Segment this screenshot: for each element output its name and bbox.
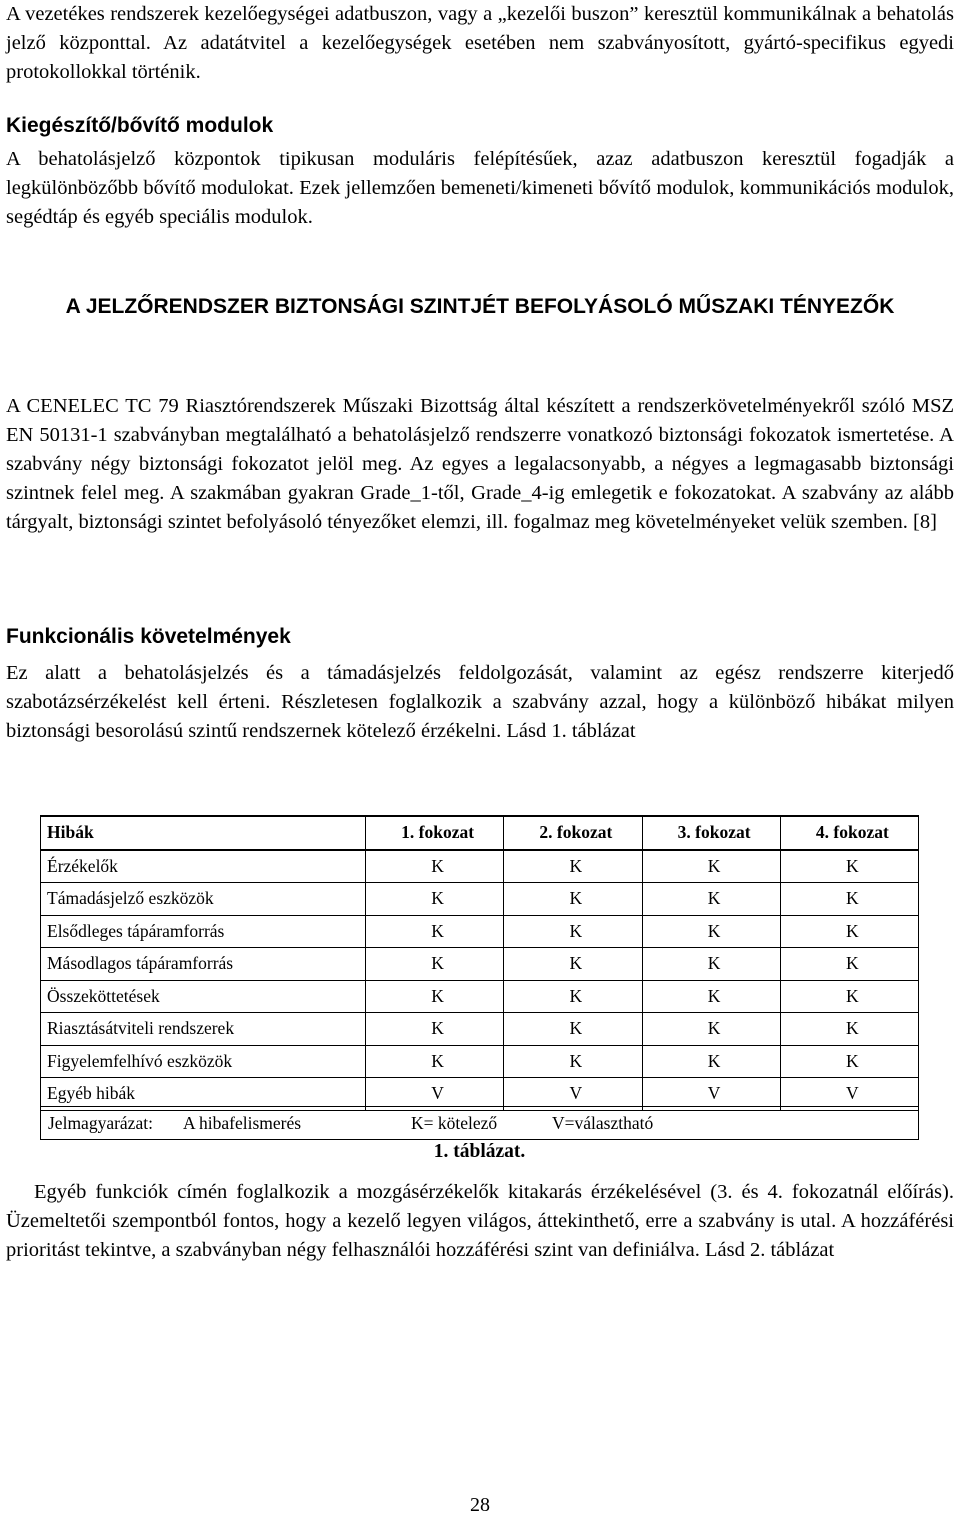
table-cell: K [642, 948, 780, 981]
table-row [41, 1013, 919, 1046]
table-cell: K [504, 850, 642, 883]
modules-heading: Kiegészítő/bővítő modulok [6, 114, 274, 137]
faults-table [40, 815, 919, 1111]
table-cell: K [780, 883, 918, 916]
table-cell: V [642, 1078, 780, 1111]
table-cell: K [504, 915, 642, 948]
closing-paragraph: Egyéb funkciók címén foglalkozik a mozgásérzékelők kitakarás érzékelésével (3. és 4. fokozatnál előírás). Üzemeltetői szempontból fontos, hogy a kezelő legyen világos, áttekinthető, erre a szabvány is utal. A hozzáférési prioritást tekintve, a szabványban négy felhasználói hozzáférési szint van definiálva. Lásd 2. táblázat [6, 1181, 954, 1261]
table-cell: K [504, 1013, 642, 1046]
table-cell: K [780, 1045, 918, 1078]
table-cell: K [504, 1045, 642, 1078]
legend-item: A hibafelismerés [183, 1113, 302, 1133]
table-header-cell: 3. fokozat [642, 816, 780, 850]
legend-k: K= kötelező [411, 1113, 498, 1133]
table-cell: K [642, 850, 780, 883]
table-cell: K [504, 980, 642, 1013]
table-caption: 1. táblázat. [433, 1141, 526, 1162]
table-cell: K [780, 1013, 918, 1046]
table-row [41, 1045, 919, 1078]
table-cell: K [780, 915, 918, 948]
table-header-row [41, 816, 919, 850]
functional-paragraph: Ez alatt a behatolásjelzés és a támadásjelzés feldolgozását, valamint az egész rendszerre kiterjedő szabotázsérzékelést kell érteni. Részletesen foglalkozik a szabvány azzal, hogy a különböző hibákat milyen biztonsági besorolású szintű rendszernek kötelező érzékelni. Lásd 1. táblázat [6, 662, 954, 742]
table-cell: K [642, 980, 780, 1013]
table-cell: Másodlagos tápáramforrás [41, 948, 366, 981]
table-legend [40, 1106, 919, 1140]
table-cell: V [504, 1078, 642, 1111]
table-row [41, 980, 919, 1013]
table-row [41, 915, 919, 948]
table-header-cell: 2. fokozat [504, 816, 642, 850]
table-header-cell: 1. fokozat [366, 816, 504, 850]
legend-label: Jelmagyarázat: [48, 1113, 153, 1133]
table-cell: Támadásjelző eszközök [41, 883, 366, 916]
table-cell: K [642, 1045, 780, 1078]
table-cell: K [642, 1013, 780, 1046]
table-cell: V [366, 1078, 504, 1111]
table-cell: Érzékelők [41, 850, 366, 883]
table-cell: Figyelemfelhívó eszközök [41, 1045, 366, 1078]
section-title: A JELZŐRENDSZER BIZTONSÁGI SZINTJÉT BEFOLYÁSOLÓ MŰSZAKI TÉNYEZŐK [65, 295, 895, 318]
table-cell: K [642, 883, 780, 916]
table-cell: K [366, 883, 504, 916]
section-paragraph: A CENELEC TC 79 Riasztórendszerek Műszaki Bizottság által készített a rendszerkövetelményekről szóló MSZ EN 50131-1 szabványban megtalálható a behatolásjelző rendszerre vonatkozó biztonsági fokozatok ismertetése. A szabvány négy biztonsági fokozatot jelöl meg. Az egyes a legalacsonyabb, a négyes a legmagasabb biztonsági szintnek felel meg. A szakmában gyakran Grade_1-től, Grade_4-ig emlegetik e fokozatokat. A szabvány az alább tárgyalt, biztonsági szintet befolyásoló tényezőket elemzi, ill. fogalmaz meg követelményeket velük szemben. [8] [6, 395, 954, 533]
table-row [41, 850, 919, 883]
table-cell: K [504, 883, 642, 916]
table-cell: K [780, 850, 918, 883]
table-header-cell: Hibák [41, 816, 366, 850]
table-cell: K [780, 980, 918, 1013]
table-cell: K [366, 980, 504, 1013]
table-cell: K [366, 948, 504, 981]
table-cell: Elsődleges tápáramforrás [41, 915, 366, 948]
table-cell: Riasztásátviteli rendszerek [41, 1013, 366, 1046]
functional-heading: Funkcionális követelmények [6, 625, 291, 648]
modules-paragraph: A behatolásjelző központok tipikusan moduláris felépítésűek, azaz adatbuszon keresztül fogadják a legkülönbözőbb bővítő modulokat. Ezek jellemzően bemeneti/kimeneti bővítő modulok, kommunikációs modulok, segédtáp és egyéb speciális modulok. [6, 148, 954, 228]
table-cell: K [780, 948, 918, 981]
table-row [41, 883, 919, 916]
table-cell: K [366, 850, 504, 883]
legend-v: V=választható [552, 1113, 654, 1133]
table-cell: K [504, 948, 642, 981]
table-row [41, 948, 919, 981]
table-cell: V [780, 1078, 918, 1111]
table-cell: K [366, 915, 504, 948]
intro-paragraph: A vezetékes rendszerek kezelőegységei adatbuszon, vagy a „kezelői buszon” keresztül kommunikálnak a behatolás jelző központtal. Az adatátvitel a kezelőegységek esetében nem szabványosított, gyártó-specifikus egyedi protokollokkal történik. [6, 3, 954, 83]
table-cell: K [366, 1013, 504, 1046]
table-cell: Egyéb hibák [41, 1078, 366, 1111]
table-cell: Összeköttetések [41, 980, 366, 1013]
table-header-cell: 4. fokozat [780, 816, 918, 850]
page-number: 28 [470, 1494, 490, 1516]
table-cell: K [642, 915, 780, 948]
table-cell: K [366, 1045, 504, 1078]
